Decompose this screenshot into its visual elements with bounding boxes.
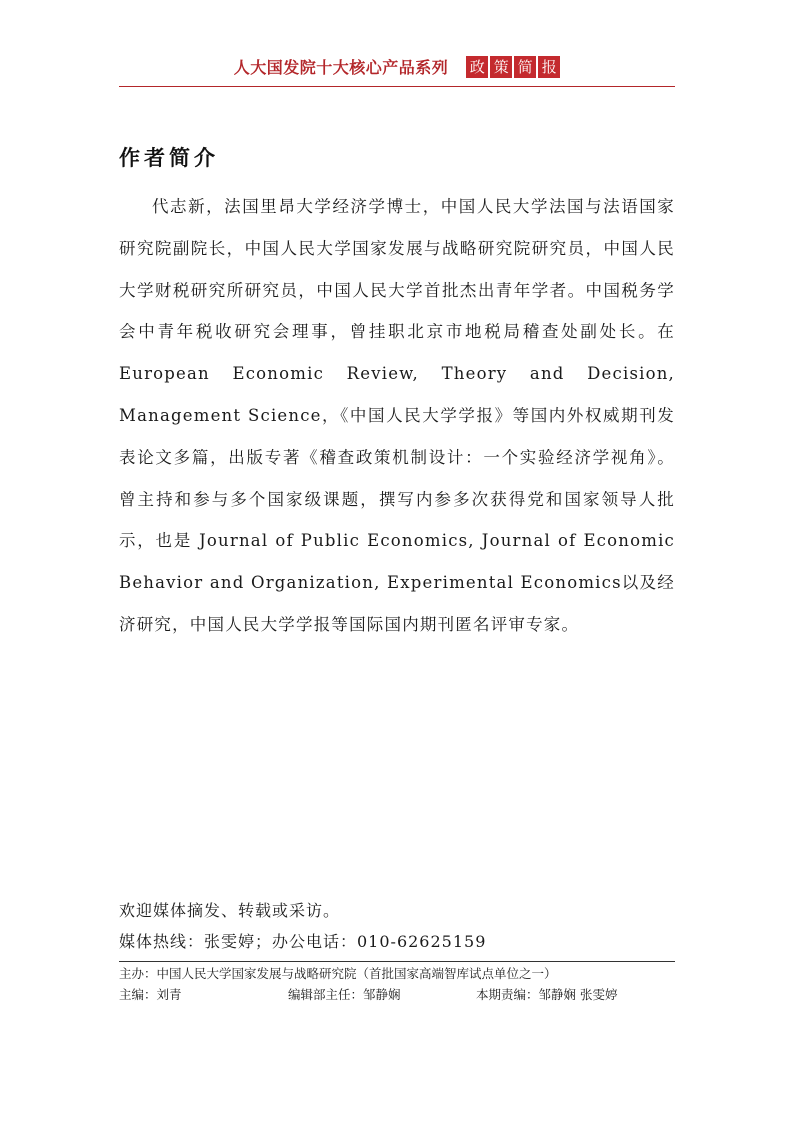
badge-char: 策 xyxy=(490,56,512,78)
contact-block xyxy=(119,895,675,957)
policy-brief-badge xyxy=(466,56,560,78)
series-title: 人大国发院十大核心产品系列 xyxy=(233,58,449,77)
footer-editorial-director: 编辑部主任：邹静娴 xyxy=(288,987,401,1002)
page-header xyxy=(119,56,675,87)
badge-char: 简 xyxy=(514,56,536,78)
page-footer xyxy=(119,963,675,1005)
badge-char: 报 xyxy=(538,56,560,78)
footer-chief-editor: 主编：刘青 xyxy=(119,987,182,1002)
badge-char: 政 xyxy=(466,56,488,78)
footer-issue-editors: 本期责编：邹静娴 张雯婷 xyxy=(476,987,618,1002)
footer-sponsor: 主办：中国人民大学国家发展与战略研究院（首批国家高端智库试点单位之一） xyxy=(119,966,557,981)
footer-divider xyxy=(119,961,675,962)
footer-editors-row xyxy=(119,984,675,1005)
section-title: 作者简介 xyxy=(119,145,219,170)
media-hotline: 媒体热线：张雯婷；办公电话：010-62625159 xyxy=(119,932,487,951)
media-welcome-line: 欢迎媒体摘发、转载或采访。 xyxy=(119,901,341,920)
author-bio: 代志新，法国里昂大学经济学博士，中国人民大学法国与法语国家研究院副院长，中国人民大学国家发展与战略研究院研究员，中国人民大学财税研究所研究员，中国人民大学首批杰出青年学者。中国税务学会中青年税收研究会理事，曾挂职北京市地税局稽查处副处长。在 European Economic Review, Theory and Decision, Management Science，《中国人民大学学报》等国内外权威期刊发表论文多篇，出版专著《稽查政策机制设计：一个实验经济学视角》。曾主持和参与多个国家级课题，撰写内参多次获得党和国家领导人批示，也是 Journal of Public Economics, Journal of Economic Behavior and Organization, Experimental Economics以及经济研究，中国人民大学学报等国际国内期刊匿名评审专家。 xyxy=(119,197,675,634)
